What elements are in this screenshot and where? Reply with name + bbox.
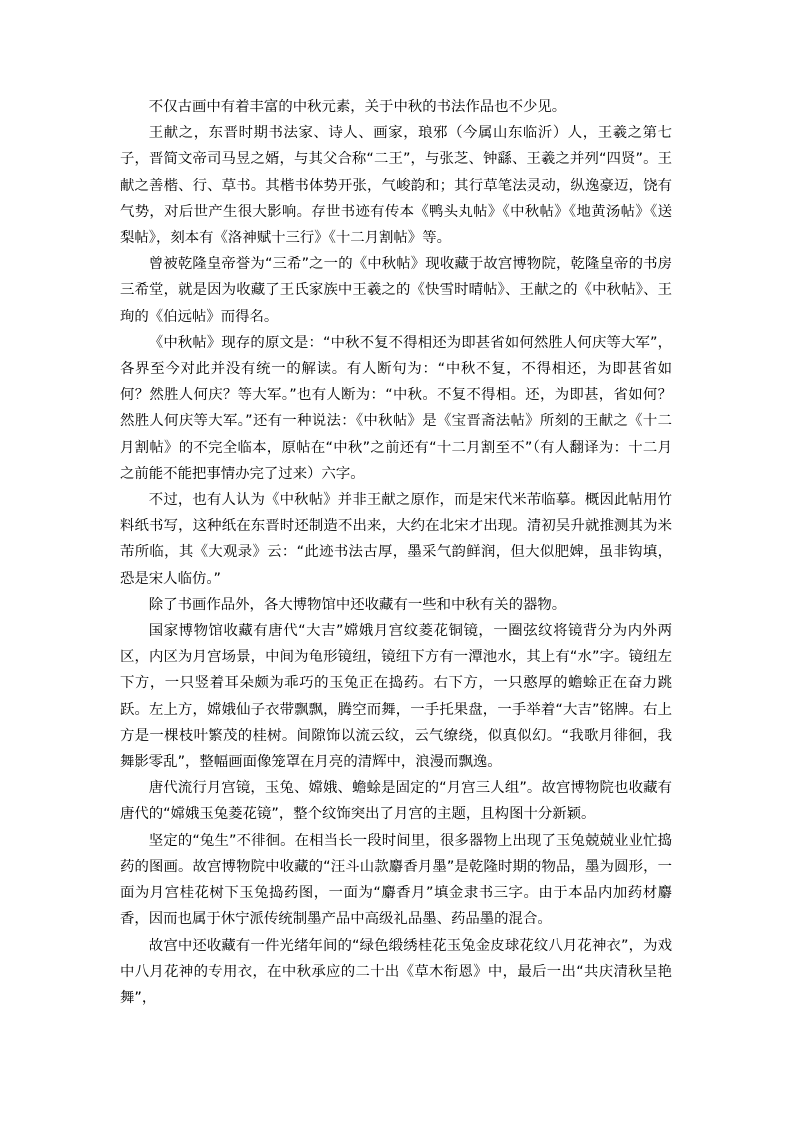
paragraph-4: 《中秋帖》现存的原文是：“中秋不复不得相还为即甚省如何然胜人何庆等大军”，各界至今对此并没有统一的解读。有人断句为：“中秋不复，不得相还，为即甚省如何？然胜人何庆？等大军。”也有人断为：“中秋。不复不得相。还，为即甚，省如何？然胜人何庆等大军。”还有一种说法：《中秋帖》是《宝晋斋法帖》所刻的王献之《十二月割帖》的不完全临本，原帖在“中秋”之前还有“十二月割至不”（有人翻译为：十二月之前能不能把事情办完了过来）六字。 bbox=[120, 334, 672, 482]
paragraph-5: 不过，也有人认为《中秋帖》并非王献之原作，而是宋代米芾临摹。概因此帖用竹料纸书写，这种纸在东晋时还制造不出来，大约在北宋才出现。清初吴升就推测其为米芾所临，其《大观录》云：“此迹书法古厚，墨采气韵鲜润，但大似肥婢，虽非钩填，恐是宋人临仿。” bbox=[120, 492, 672, 587]
paragraph-2: 王献之，东晋时期书法家、诗人、画家，琅邪（今属山东临沂）人，王羲之第七子，晋简文帝司马昱之婿，与其父合称“二王”，与张芝、钟繇、王羲之并列“四贤”。王献之善楷、行、草书。其楷书体势开张，气峻韵和；其行草笔法灵动，纵逸豪迈，饶有气势，对后世产生很大影响。存世书迹有传本《鸭头丸帖》《中秋帖》《地黄汤帖》《送梨帖》，刻本有《洛神赋十三行》《十二月割帖》等。 bbox=[120, 125, 672, 247]
paragraph-3: 曾被乾隆皇帝誉为“三希”之一的《中秋帖》现收藏于故宫博物院，乾隆皇帝的书房三希堂，就是因为收藏了王氏家族中王羲之的《快雪时晴帖》、王献之的《中秋帖》、王珣的《伯远帖》而得名。 bbox=[120, 256, 672, 325]
paragraph-7: 国家博物馆收藏有唐代“大吉”嫦娥月宫纹菱花铜镜，一圈弦纹将镜背分为内外两区，内区为月宫场景，中间为龟形镜纽，镜纽下方有一潭池水，其上有“水”字。镜纽左下方，一只竖着耳朵颇为乖巧的玉兔正在捣药。右下方，一只憨厚的蟾蜍正在奋力跳跃。左上方，嫦娥仙子衣带飘飘，腾空而舞，一手托果盘，一手举着“大吉”铭牌。右上方是一棵枝叶繁茂的桂树。间隙饰以流云纹，云气缭绕，似真似幻。“我歌月徘徊，我舞影零乱”，整幅画面像笼罩在月亮的清辉中，浪漫而飘逸。 bbox=[120, 623, 672, 771]
paragraph-10: 故宫中还收藏有一件光绪年间的“绿色缎绣桂花玉兔金皮球花纹八月花神衣”，为戏中八月花神的专用衣，在中秋承应的二十出《草木衔恩》中，最后一出“共庆清秋呈艳舞”， bbox=[120, 937, 672, 1006]
document-body bbox=[120, 94, 672, 1011]
paragraph-9: 坚定的“兔生”不徘徊。在相当长一段时间里，很多器物上出现了玉兔兢兢业业忙捣药的图画。故宫博物院中收藏的“汪斗山款麝香月墨”是乾隆时期的物品，墨为圆形，一面为月宫桂花树下玉兔捣药图，一面为“麝香月”填金隶书三字。由于本品内加药材麝香，因而也属于休宁派传统制墨产品中高级礼品墨、药品墨的混合。 bbox=[120, 832, 672, 928]
paragraph-6: 除了书画作品外，各大博物馆中还收藏有一些和中秋有关的器物。 bbox=[148, 596, 567, 613]
paragraph-8: 唐代流行月宫镜，玉兔、嫦娥、蟾蜍是固定的“月宫三人组”。故宫博物院也收藏有唐代的“嫦娥玉兔菱花镜”，整个纹饰突出了月宫的主题，且构图十分新颖。 bbox=[120, 780, 672, 823]
paragraph-1: 不仅古画中有着丰富的中秋元素，关于中秋的书法作品也不少见。 bbox=[148, 99, 567, 115]
